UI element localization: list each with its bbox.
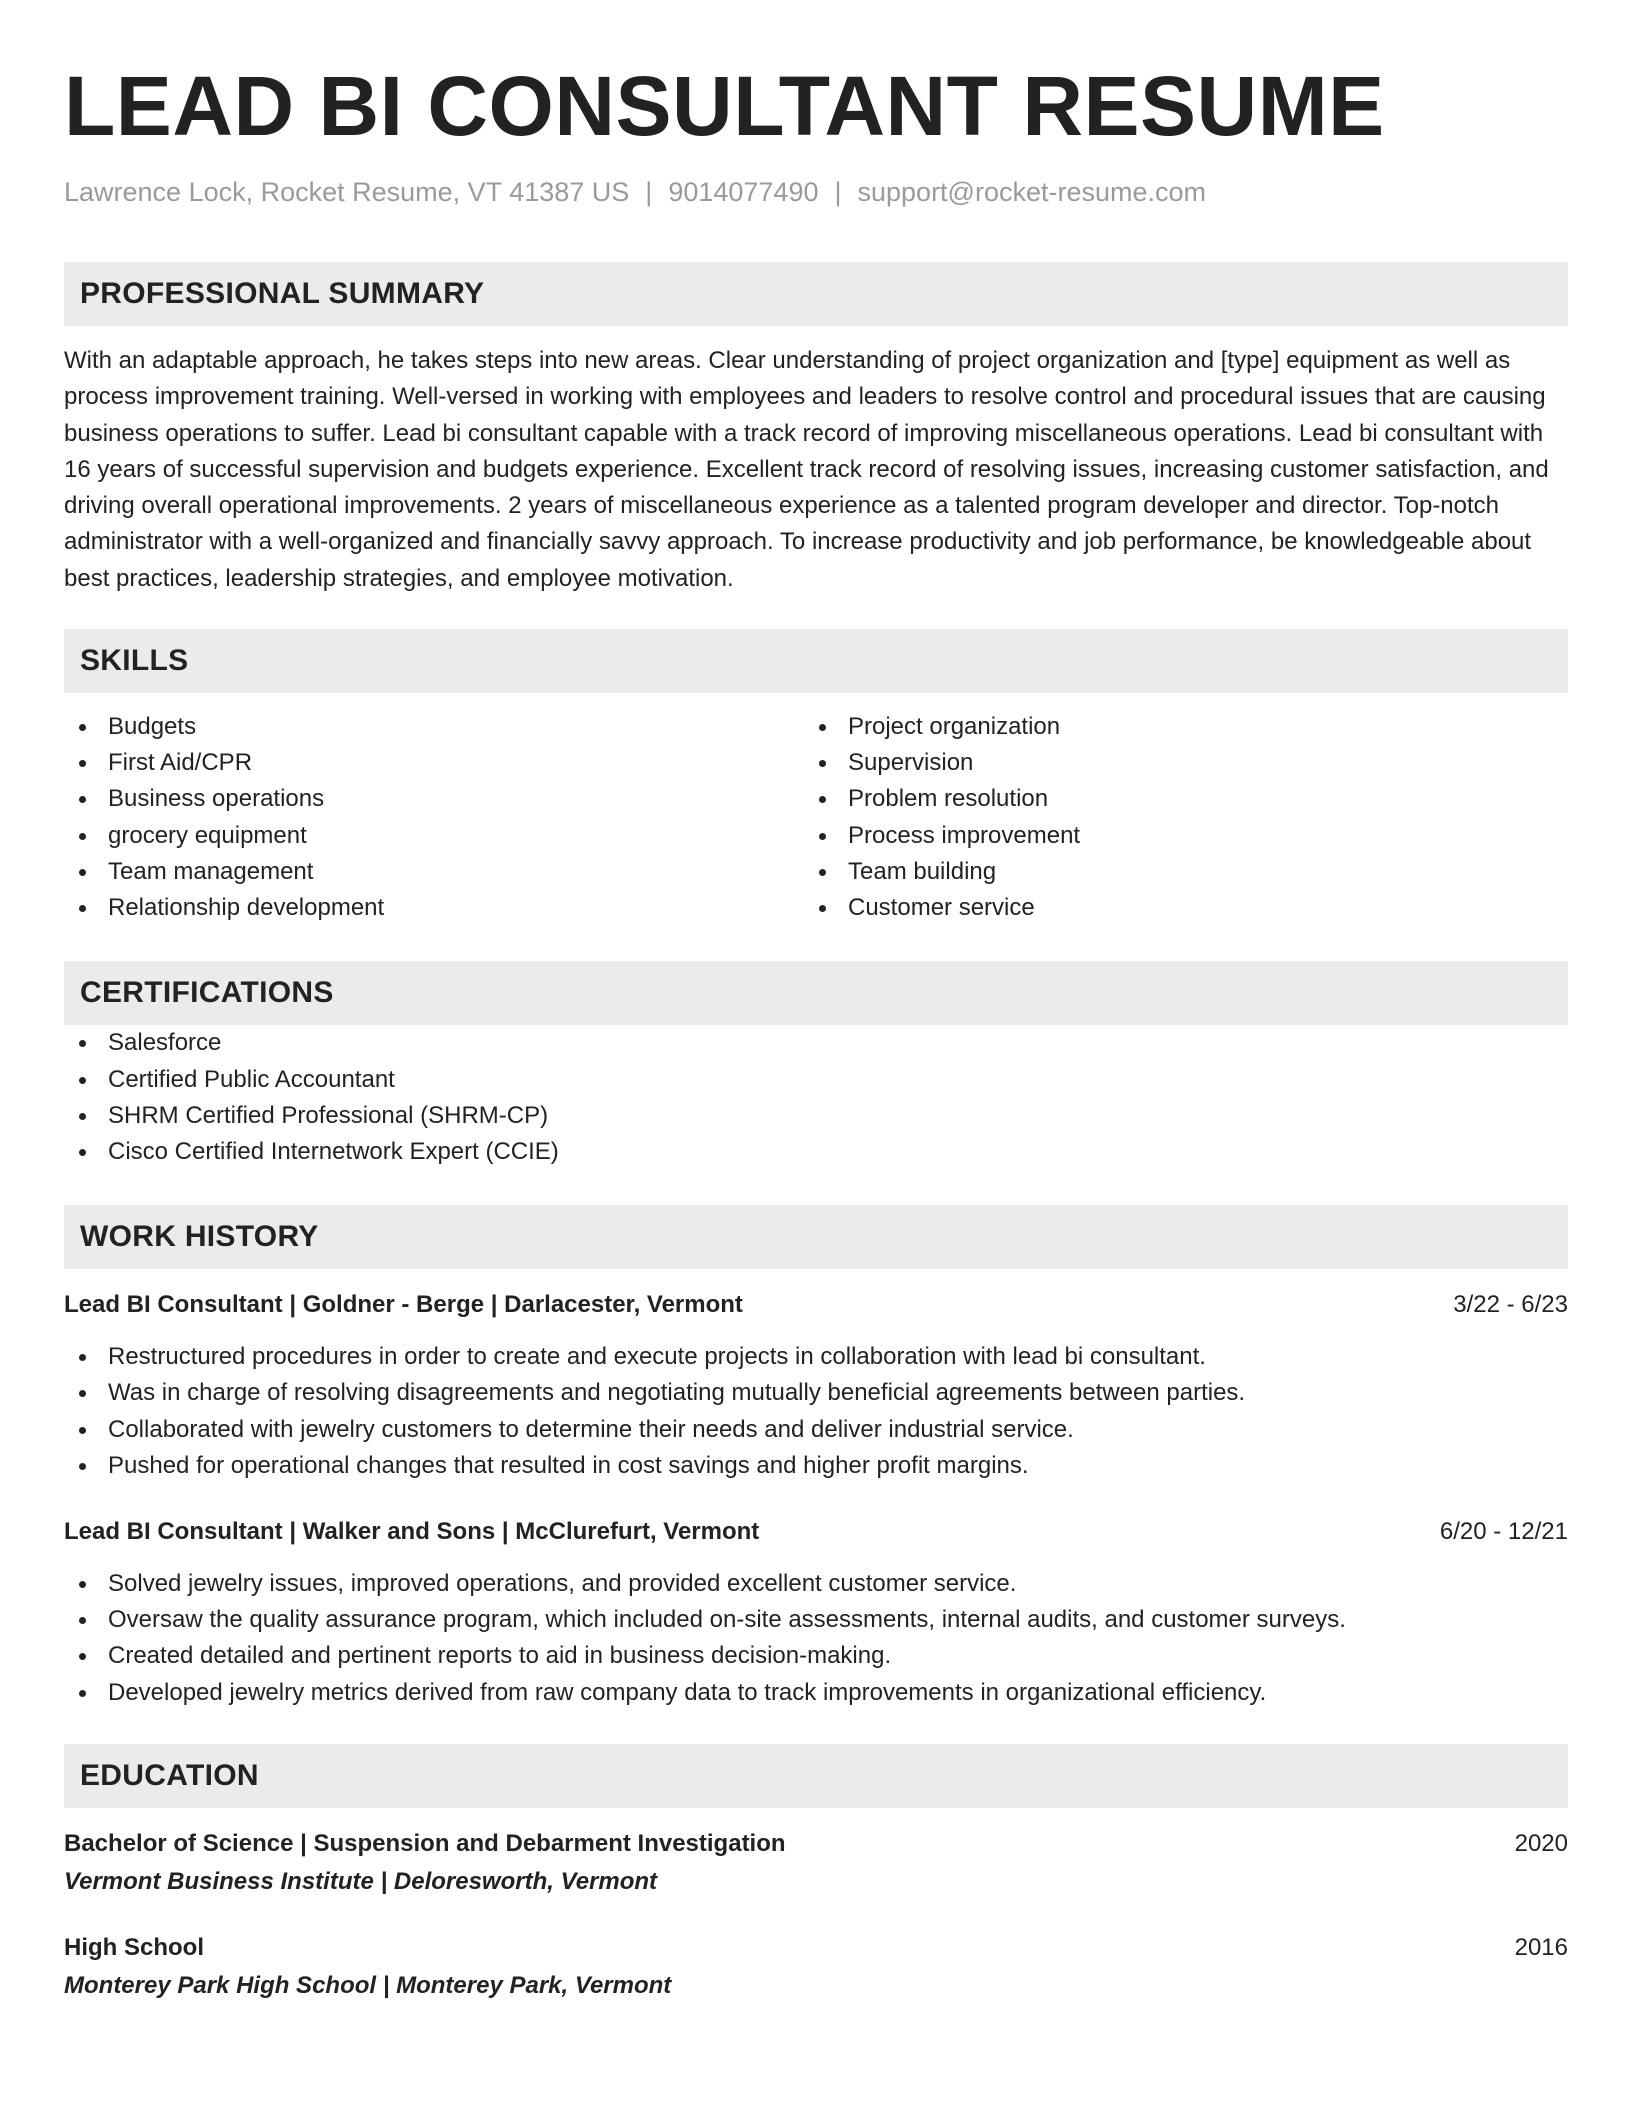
- job-dates: 3/22 - 6/23: [1453, 1291, 1568, 1319]
- contact-line: [64, 174, 1568, 210]
- skill-item: Team building: [804, 854, 1544, 890]
- bullet-dot: [79, 1040, 86, 1047]
- skill-item: Project organization: [804, 709, 1544, 745]
- job-dates: 6/20 - 12/21: [1439, 1517, 1568, 1545]
- bullet-dot: [819, 796, 826, 803]
- bullet-dot: [79, 869, 86, 876]
- education-school: Vermont Business Institute | Deloresworth, Vermont: [64, 1867, 658, 1895]
- bullet-dot: [79, 1653, 86, 1660]
- skills-column-left: [64, 709, 804, 926]
- skill-item: Budgets: [64, 709, 804, 745]
- job-title-line: Lead BI Consultant | Goldner - Berge | Darlacester, Vermont: [64, 1291, 743, 1319]
- skills-column-right: [804, 709, 1544, 926]
- contact-email: support@rocket-resume.com: [857, 177, 1207, 207]
- bullet-dot: [79, 1113, 86, 1120]
- contact-separator: |: [645, 177, 653, 207]
- bullet-dot: [79, 1463, 86, 1470]
- bullet-dot: [79, 833, 86, 840]
- education-degree: Bachelor of Science | Suspension and Debarment Investigation: [64, 1829, 786, 1857]
- job-bullet: Developed jewelry metrics derived from raw company data to track improvements in organizational efficiency.: [64, 1675, 1568, 1711]
- bullet-dot: [819, 760, 826, 767]
- bullet-dot: [79, 1390, 86, 1397]
- work-history-heading: WORK HISTORY: [64, 1205, 1568, 1269]
- skill-item: First Aid/CPR: [64, 745, 804, 781]
- job-bullet: Oversaw the quality assurance program, which included on-site assessments, internal audits, and customer surveys.: [64, 1602, 1568, 1638]
- job-bullets: [64, 1339, 1568, 1484]
- bullet-dot: [819, 724, 826, 731]
- summary-text: With an adaptable approach, he takes steps into new areas. Clear understanding of project organization and [type] equipment as well as process improvement training. Well-versed in working with employees and leaders to resolve control and procedural issues that are causing business operations to suffer. Lead bi consultant capable with a track record of improving miscellaneous operations. Lead bi consultant with 16 years of successful supervision and budgets experience. Excellent track record of resolving issues, increasing customer satisfaction, and driving overall operational improvements. 2 years of miscellaneous experience as a talented program developer and director. Top-notch administrator with a well-organized and financially savvy approach. To increase productivity and job performance, be knowledgeable about best practices, leadership strategies, and employee motivation.: [64, 347, 1549, 592]
- job-bullet: Restructured procedures in order to create and execute projects in collaboration with lead bi consultant.: [64, 1339, 1568, 1375]
- summary-heading: PROFESSIONAL SUMMARY: [64, 262, 1568, 326]
- certification-item: SHRM Certified Professional (SHRM-CP): [64, 1098, 1568, 1134]
- contact-phone: 9014077490: [668, 177, 819, 207]
- bullet-dot: [79, 796, 86, 803]
- resume-title: LEAD BI CONSULTANT RESUME: [64, 59, 1385, 153]
- bullet-dot: [79, 1427, 86, 1434]
- education-heading: EDUCATION: [64, 1744, 1568, 1808]
- contact-address: Lawrence Lock, Rocket Resume, VT 41387 US: [64, 177, 630, 207]
- education-degree: High School: [64, 1933, 204, 1961]
- education-year: 2020: [1514, 1829, 1568, 1857]
- skill-item: Supervision: [804, 745, 1544, 781]
- job-bullet: Was in charge of resolving disagreements and negotiating mutually beneficial agreements between parties.: [64, 1375, 1568, 1411]
- job-title-line: Lead BI Consultant | Walker and Sons | McClurefurt, Vermont: [64, 1517, 760, 1545]
- skill-item: grocery equipment: [64, 818, 804, 854]
- bullet-dot: [819, 905, 826, 912]
- job-bullets: [64, 1566, 1568, 1711]
- education-year: 2016: [1514, 1933, 1568, 1961]
- bullet-dot: [79, 760, 86, 767]
- education-entry: [64, 1930, 1568, 2004]
- education-school: Monterey Park High School | Monterey Park, Vermont: [64, 1971, 672, 1999]
- bullet-dot: [79, 1149, 86, 1156]
- certification-item: Salesforce: [64, 1025, 1568, 1061]
- bullet-dot: [79, 905, 86, 912]
- skill-item: Business operations: [64, 781, 804, 817]
- bullet-dot: [819, 833, 826, 840]
- certifications-list: [64, 1025, 1568, 1170]
- certification-item: Certified Public Accountant: [64, 1062, 1568, 1098]
- bullet-dot: [79, 1354, 86, 1361]
- job-bullet: Solved jewelry issues, improved operations, and provided excellent customer service.: [64, 1566, 1568, 1602]
- certifications-heading: CERTIFICATIONS: [64, 961, 1568, 1025]
- education-entry: [64, 1826, 1568, 1900]
- job-entry: [64, 1514, 1568, 1711]
- skill-item: Customer service: [804, 890, 1544, 926]
- bullet-dot: [79, 1077, 86, 1084]
- job-bullet: Pushed for operational changes that resulted in cost savings and higher profit margins.: [64, 1448, 1568, 1484]
- skill-item: Relationship development: [64, 890, 804, 926]
- bullet-dot: [79, 1690, 86, 1697]
- bullet-dot: [79, 724, 86, 731]
- certification-item: Cisco Certified Internetwork Expert (CCIE): [64, 1134, 1568, 1170]
- job-entry: [64, 1287, 1568, 1484]
- skills-grid: [64, 709, 1568, 926]
- skills-heading: SKILLS: [64, 629, 1568, 693]
- bullet-dot: [79, 1581, 86, 1588]
- skill-item: Problem resolution: [804, 781, 1544, 817]
- bullet-dot: [819, 869, 826, 876]
- skill-item: Team management: [64, 854, 804, 890]
- skill-item: Process improvement: [804, 818, 1544, 854]
- job-bullet: Created detailed and pertinent reports to aid in business decision-making.: [64, 1638, 1568, 1674]
- job-bullet: Collaborated with jewelry customers to determine their needs and deliver industrial service.: [64, 1412, 1568, 1448]
- bullet-dot: [79, 1617, 86, 1624]
- contact-separator: |: [834, 177, 842, 207]
